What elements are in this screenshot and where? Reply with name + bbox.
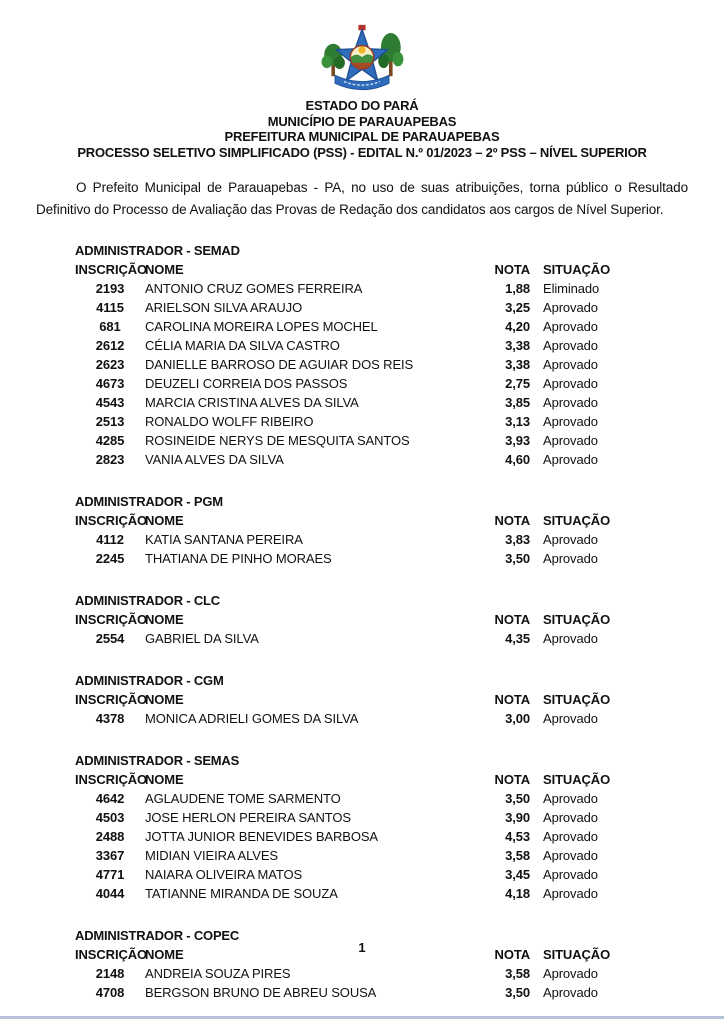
nome-value: AGLAUDENE TOME SARMENTO xyxy=(145,791,341,806)
col-header-nome: NOME xyxy=(145,513,184,528)
col-header-nome: NOME xyxy=(145,692,184,707)
inscricao-value: 4543 xyxy=(95,395,125,410)
col-header-inscricao: INSCRIÇÃO xyxy=(75,612,148,627)
inscricao-value: 2623 xyxy=(95,357,125,372)
inscricao-value: 4708 xyxy=(95,985,125,1000)
nota-value: 3,50 xyxy=(505,985,530,1000)
nota-value: 2,75 xyxy=(505,376,530,391)
candidate-row xyxy=(75,983,612,1002)
situacao-value: Aprovado xyxy=(543,985,598,1000)
nome-value: RONALDO WOLFF RIBEIRO xyxy=(145,414,314,429)
inscricao-value: 681 xyxy=(99,319,121,334)
nota-value: 3,93 xyxy=(505,433,530,448)
candidate-row xyxy=(75,317,612,336)
col-header-inscricao: INSCRIÇÃO xyxy=(75,772,148,787)
situacao-value: Aprovado xyxy=(543,867,598,882)
nota-value: 4,18 xyxy=(505,886,530,901)
nome-value: MIDIAN VIEIRA ALVES xyxy=(145,848,278,863)
col-header-nota: NOTA xyxy=(494,612,530,627)
nota-value: 1,88 xyxy=(505,281,530,296)
nome-value: ANDREIA SOUZA PIRES xyxy=(145,966,291,981)
nome-value: CAROLINA MOREIRA LOPES MOCHEL xyxy=(145,319,378,334)
sections-container xyxy=(75,241,612,1002)
nome-value: DANIELLE BARROSO DE AGUIAR DOS REIS xyxy=(145,357,414,372)
nota-value: 3,85 xyxy=(505,395,530,410)
col-header-inscricao: INSCRIÇÃO xyxy=(75,513,148,528)
col-header-situacao: SITUAÇÃO xyxy=(543,513,611,528)
situacao-value: Aprovado xyxy=(543,300,598,315)
candidate-row xyxy=(75,530,612,549)
col-header-situacao: SITUAÇÃO xyxy=(543,947,611,962)
col-header-situacao: SITUAÇÃO xyxy=(543,692,611,707)
cargo-section xyxy=(75,751,612,903)
candidate-row xyxy=(75,431,612,450)
nota-value: 3,83 xyxy=(505,532,530,547)
candidate-row xyxy=(75,549,612,568)
situacao-value: Aprovado xyxy=(543,810,598,825)
nome-value: CÉLIA MARIA DA SILVA CASTRO xyxy=(145,338,340,353)
nome-value: JOTTA JUNIOR BENEVIDES BARBOSA xyxy=(145,829,378,844)
nota-value: 4,60 xyxy=(505,452,530,467)
nome-value: GABRIEL DA SILVA xyxy=(145,631,259,646)
nome-value: ANTONIO CRUZ GOMES FERREIRA xyxy=(145,281,363,296)
table-header-row xyxy=(75,690,612,709)
candidate-row xyxy=(75,298,612,317)
candidate-row xyxy=(75,336,612,355)
inscricao-value: 4115 xyxy=(96,300,124,315)
situacao-value: Aprovado xyxy=(543,338,598,353)
inscricao-value: 4378 xyxy=(95,711,125,726)
inscricao-value: 2823 xyxy=(95,452,125,467)
section-title: ADMINISTRADOR - CLC xyxy=(75,593,220,608)
col-header-situacao: SITUAÇÃO xyxy=(543,772,611,787)
candidate-row xyxy=(75,393,612,412)
col-header-inscricao: INSCRIÇÃO xyxy=(75,692,148,707)
inscricao-value: 2193 xyxy=(95,281,125,296)
candidate-row xyxy=(75,629,612,648)
inscricao-value: 2612 xyxy=(95,338,125,353)
nota-value: 3,50 xyxy=(505,791,530,806)
table-header-row xyxy=(75,260,612,279)
header-line-prefeitura: PREFEITURA MUNICIPAL DE PARAUAPEBAS xyxy=(224,129,500,144)
candidate-row xyxy=(75,412,612,431)
nota-value: 3,25 xyxy=(505,300,530,315)
nota-value: 3,58 xyxy=(505,848,530,863)
nome-value: JOSE HERLON PEREIRA SANTOS xyxy=(145,810,351,825)
col-header-situacao: SITUAÇÃO xyxy=(543,262,611,277)
cargo-section xyxy=(75,241,612,469)
nome-value: TATIANNE MIRANDA DE SOUZA xyxy=(145,886,338,901)
candidate-row xyxy=(75,884,612,903)
inscricao-value: 4044 xyxy=(95,886,125,901)
nome-value: ROSINEIDE NERYS DE MESQUITA SANTOS xyxy=(145,433,410,448)
col-header-nota: NOTA xyxy=(494,772,530,787)
nota-value: 4,35 xyxy=(505,631,530,646)
document-header xyxy=(36,98,688,160)
situacao-value: Aprovado xyxy=(543,414,598,429)
nota-value: 3,50 xyxy=(505,551,530,566)
section-title: ADMINISTRADOR - PGM xyxy=(75,494,223,509)
nome-value: VANIA ALVES DA SILVA xyxy=(145,452,284,467)
candidate-row xyxy=(75,808,612,827)
header-line-processo: PROCESSO SELETIVO SIMPLIFICADO (PSS) - EDITAL N.º 01/2023 – 2º PSS – NÍVEL SUPERIOR xyxy=(77,144,647,160)
cargo-section xyxy=(75,492,612,568)
situacao-value: Aprovado xyxy=(543,376,598,391)
col-header-nome: NOME xyxy=(145,947,184,962)
cargo-section xyxy=(75,671,612,728)
situacao-value: Aprovado xyxy=(543,631,598,646)
section-title: ADMINISTRADOR - COPEC xyxy=(75,928,240,943)
nome-value: BERGSON BRUNO DE ABREU SOUSA xyxy=(145,985,377,1000)
inscricao-value: 2245 xyxy=(95,551,125,566)
coat-of-arms-icon xyxy=(317,24,407,96)
nota-value: 4,53 xyxy=(505,829,530,844)
nome-value: DEUZELI CORREIA DOS PASSOS xyxy=(145,376,348,391)
intro-paragraph: O Prefeito Municipal de Parauapebas - PA, no uso de suas atribuições, torna público o Resultado Definitivo do Processo de Avaliação das Provas de Redação dos candidatos aos cargos de Nível Superior. xyxy=(36,180,688,217)
inscricao-value: 4642 xyxy=(95,791,125,806)
situacao-value: Aprovado xyxy=(543,966,598,981)
situacao-value: Eliminado xyxy=(543,281,600,296)
col-header-situacao: SITUAÇÃO xyxy=(543,612,611,627)
inscricao-value: 2554 xyxy=(95,631,125,646)
situacao-value: Aprovado xyxy=(543,791,598,806)
inscricao-value: 4673 xyxy=(95,376,125,391)
candidate-row xyxy=(75,865,612,884)
candidate-row xyxy=(75,846,612,865)
inscricao-value: 2148 xyxy=(95,966,125,981)
cargo-section xyxy=(75,591,612,648)
header-line-municipio: MUNICÍPIO DE PARAUAPEBAS xyxy=(267,113,457,129)
candidate-row xyxy=(75,450,612,469)
section-title: ADMINISTRADOR - CGM xyxy=(75,673,224,688)
nome-value: THATIANA DE PINHO MORAES xyxy=(145,551,332,566)
col-header-nota: NOTA xyxy=(494,513,530,528)
candidate-row xyxy=(75,827,612,846)
inscricao-value: 4771 xyxy=(95,867,125,882)
candidate-row xyxy=(75,789,612,808)
inscricao-value: 4503 xyxy=(95,810,125,825)
situacao-value: Aprovado xyxy=(543,395,598,410)
col-header-nota: NOTA xyxy=(494,262,530,277)
col-header-nota: NOTA xyxy=(494,947,530,962)
situacao-value: Aprovado xyxy=(543,452,598,467)
situacao-value: Aprovado xyxy=(543,829,598,844)
nome-value: ARIELSON SILVA ARAUJO xyxy=(145,300,303,315)
situacao-value: Aprovado xyxy=(543,433,598,448)
cargo-section xyxy=(75,926,612,1002)
page-bottom-divider xyxy=(0,1016,724,1019)
page-number: 1 xyxy=(358,940,366,955)
inscricao-value: 3367 xyxy=(95,848,125,863)
section-title: ADMINISTRADOR - SEMAS xyxy=(75,753,240,768)
nota-value: 3,45 xyxy=(505,867,530,882)
nome-value: KATIA SANTANA PEREIRA xyxy=(145,532,303,547)
nota-value: 3,38 xyxy=(505,338,530,353)
col-header-nome: NOME xyxy=(145,262,184,277)
situacao-value: Aprovado xyxy=(543,711,598,726)
nome-value: MONICA ADRIELI GOMES DA SILVA xyxy=(145,711,359,726)
nota-value: 3,13 xyxy=(505,414,530,429)
nota-value: 3,90 xyxy=(505,810,530,825)
candidate-row xyxy=(75,964,612,983)
nota-value: 3,00 xyxy=(505,711,530,726)
nota-value: 3,58 xyxy=(505,966,530,981)
municipal-coat-of-arms xyxy=(36,24,688,98)
nota-value: 3,38 xyxy=(505,357,530,372)
situacao-value: Aprovado xyxy=(543,848,598,863)
table-header-row xyxy=(75,770,612,789)
situacao-value: Aprovado xyxy=(543,886,598,901)
col-header-inscricao: INSCRIÇÃO xyxy=(75,262,148,277)
situacao-value: Aprovado xyxy=(543,532,598,547)
col-header-nome: NOME xyxy=(145,772,184,787)
inscricao-value: 4285 xyxy=(95,433,125,448)
inscricao-value: 4112 xyxy=(96,532,124,547)
col-header-nota: NOTA xyxy=(494,692,530,707)
inscricao-value: 2488 xyxy=(95,829,125,844)
nota-value: 4,20 xyxy=(505,319,530,334)
section-title: ADMINISTRADOR - SEMAD xyxy=(75,243,240,258)
candidate-row xyxy=(75,279,612,298)
table-header-row xyxy=(75,610,612,629)
situacao-value: Aprovado xyxy=(543,357,598,372)
header-line-estado: ESTADO DO PARÁ xyxy=(305,98,419,113)
candidate-row xyxy=(75,709,612,728)
candidate-row xyxy=(75,355,612,374)
situacao-value: Aprovado xyxy=(543,319,598,334)
table-header-row xyxy=(75,511,612,530)
inscricao-value: 2513 xyxy=(95,414,125,429)
col-header-nome: NOME xyxy=(145,612,184,627)
situacao-value: Aprovado xyxy=(543,551,598,566)
nome-value: NAIARA OLIVEIRA MATOS xyxy=(145,867,303,882)
nome-value: MARCIA CRISTINA ALVES DA SILVA xyxy=(145,395,359,410)
candidate-row xyxy=(75,374,612,393)
col-header-inscricao: INSCRIÇÃO xyxy=(75,947,148,962)
